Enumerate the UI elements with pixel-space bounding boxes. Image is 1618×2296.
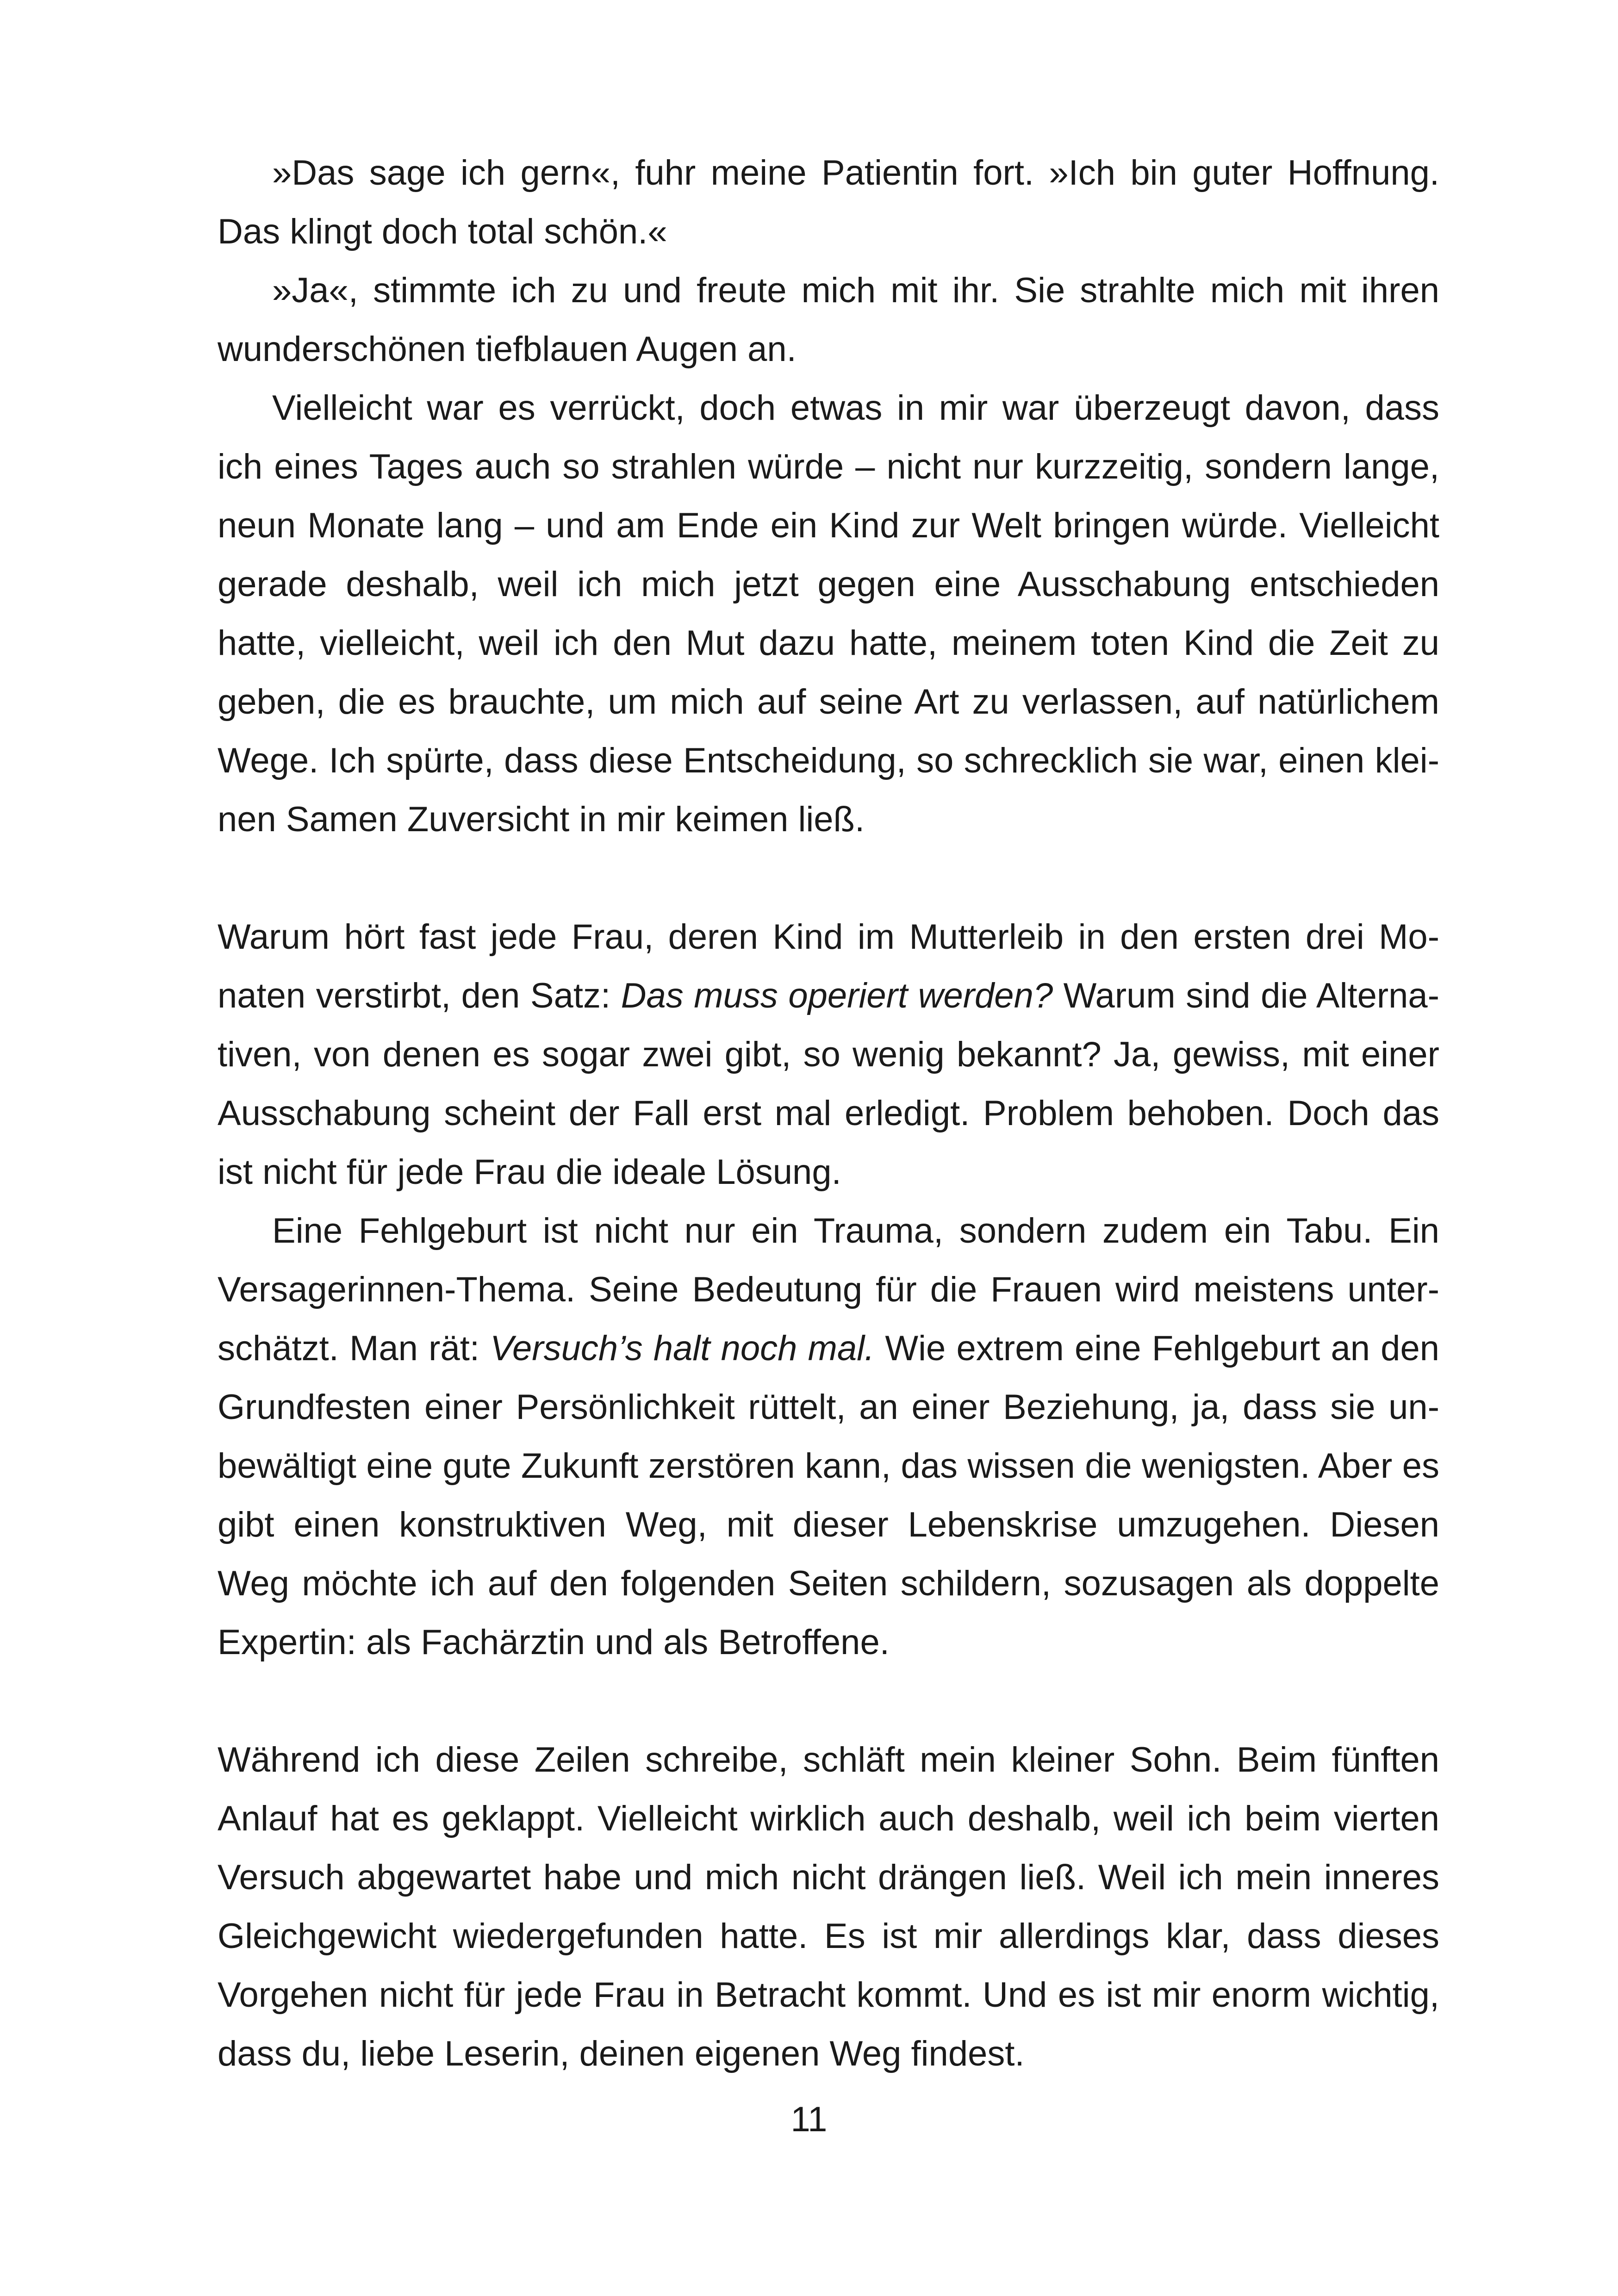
book-page-text bbox=[218, 143, 1439, 2083]
paragraph-taboo bbox=[218, 1201, 1439, 1672]
paragraph-closing: Während ich diese Zeilen schreibe, schläft mein kleiner Sohn. Beim fünften Anlauf hat es geklappt. Vielleicht wirklich auch deshalb, weil ich beim vierten Versuch abgewartet habe und mich nicht drängen ließ. Weil ich mein inneres Gleichgewicht wiedergefunden hatte. Es ist mir allerdings klar, dass dieses Vorgehen nicht für jede Frau in Betracht kommt. Und es ist mir enorm wichtig, dass du, liebe Leserin, deinen eigenen Weg findest. bbox=[218, 1740, 1439, 2073]
paragraph-question bbox=[218, 908, 1439, 1201]
text-span: Eine Fehlgeburt ist nicht nur ein Trauma, sondern zudem ein Tabu. Ein Versagerinnen-Thema. Seine Bedeutung für die Frauen wird meistens unterschätzt. Man rät: bbox=[218, 1211, 1439, 1368]
text-span: Warum hört fast jede Frau, deren Kind im Mutterleib in den ersten drei Monaten verstirbt, den Satz: bbox=[218, 917, 1439, 1015]
italic-quote: Das muss operiert werden? bbox=[621, 976, 1053, 1015]
text-span: Warum sind die Alternativen, von denen es sogar zwei gibt, so wenig bekannt? Ja, gewiss, mit einer Ausschabung scheint der Fall erst mal erledigt. Problem behoben. Doch das ist nicht für jede Frau die ideale Lösung. bbox=[218, 976, 1440, 1192]
italic-quote: Versuch’s halt noch mal. bbox=[490, 1329, 875, 1368]
paragraph-reflection: Vielleicht war es verrückt, doch etwas in mir war überzeugt davon, dass ich eines Tages auch so strahlen würde – nicht nur kurzzeitig, sondern lange, neun Monate lang – und am Ende ein Kind zur Welt bringen würde. Vielleicht gerade deshalb, weil ich mich jetzt gegen eine Ausschabung entschieden hatte, vielleicht, weil ich den Mut dazu hatte, meinem toten Kind die Zeit zu geben, die es brauchte, um mich auf seine Art zu verlassen, auf natürlichem Wege. Ich spürte, dass diese Entscheidung, so schrecklich sie war, einen kleinen Samen Zuversicht in mir keimen ließ. bbox=[218, 388, 1439, 839]
paragraph-dialogue-1: »Das sage ich gern«, fuhr meine Patientin fort. »Ich bin guter Hoffnung. Das klingt doch total schön.« bbox=[218, 153, 1439, 251]
text-span: Wie extrem eine Fehlgeburt an den Grundfesten einer Persönlichkeit rüttelt, an einer Beziehung, ja, dass sie unbewältigt eine gute Zukunft zerstören kann, das wissen die wenigsten. Aber es gibt einen konstruktiven Weg, mit dieser Lebenskrise umzugehen. Diesen Weg möchte ich auf den folgenden Seiten schildern, sozusagen als doppelte Expertin: als Fachärztin und als Betroffene. bbox=[218, 1329, 1439, 1662]
page-number: 11 bbox=[790, 2100, 828, 2139]
paragraph-dialogue-2: »Ja«, stimmte ich zu und freute mich mit ihr. Sie strahlte mich mit ihren wunderschönen tiefblauen Augen an. bbox=[218, 271, 1439, 369]
